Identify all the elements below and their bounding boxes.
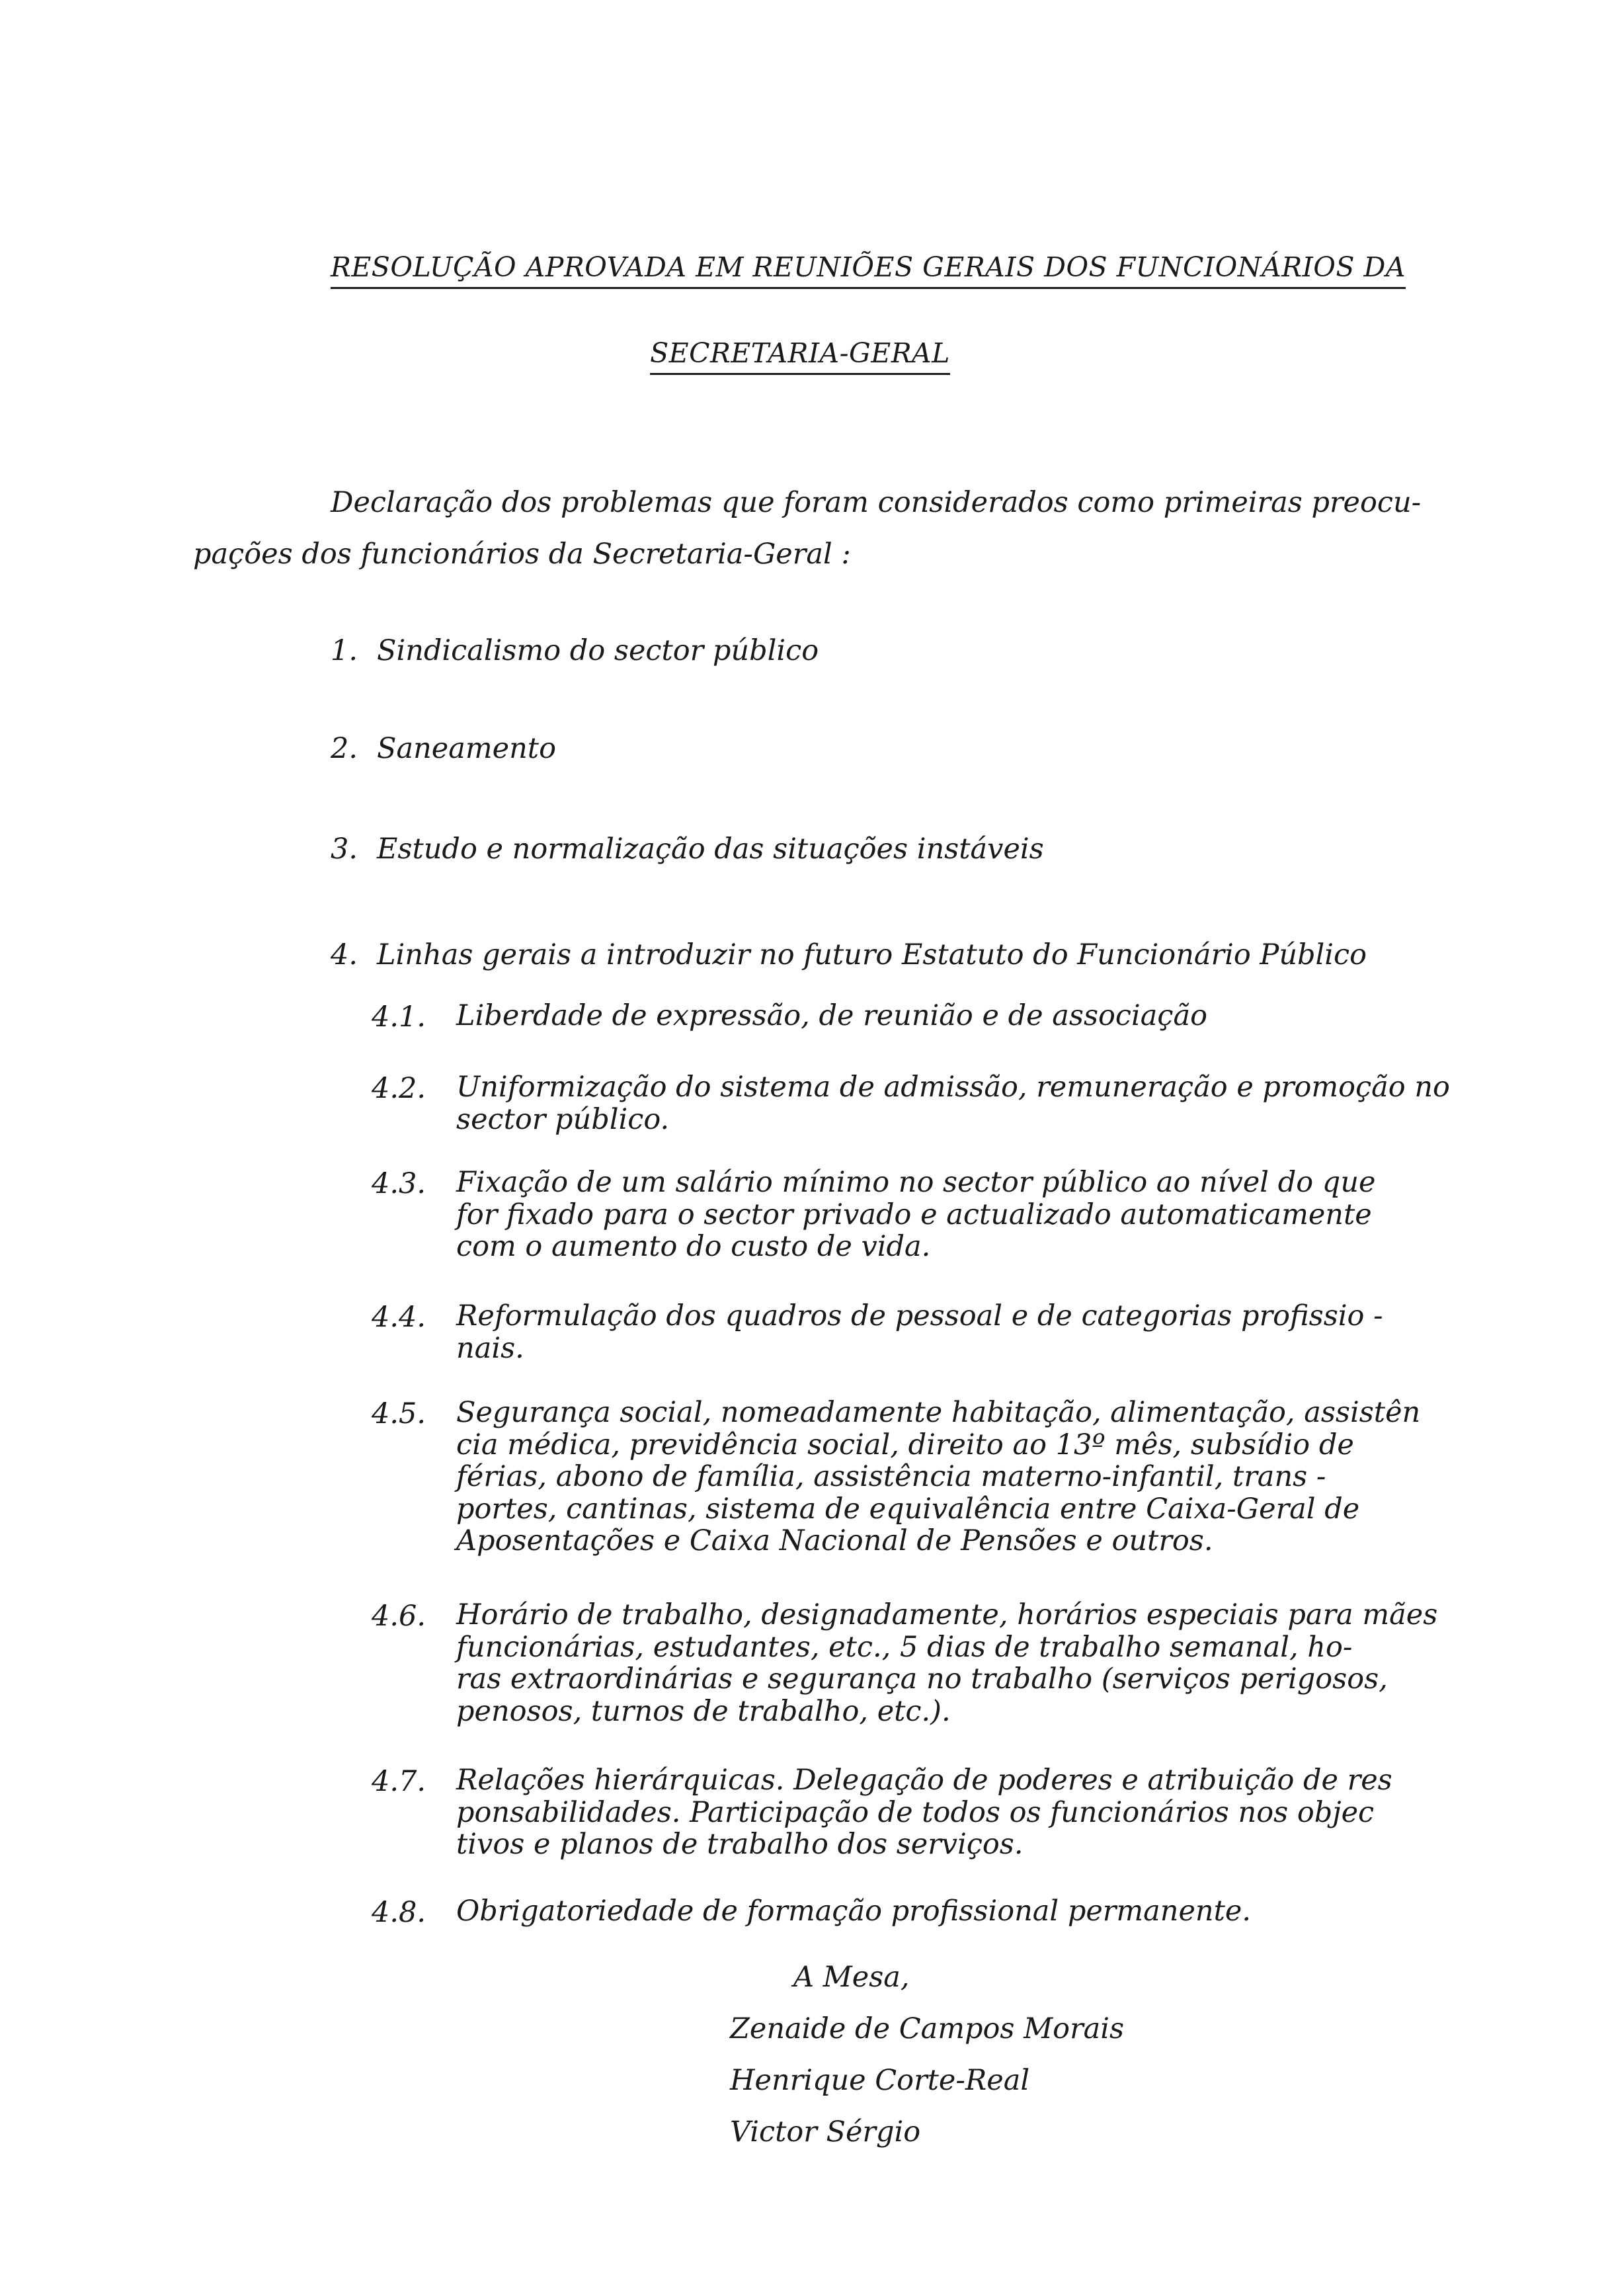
subitem-line: tivos e planos de trabalho dos serviços. xyxy=(456,1828,1024,1861)
signature-name: Victor Sérgio xyxy=(730,2115,921,2149)
signature-name: Zenaide de Campos Morais xyxy=(730,2012,1125,2045)
signature-heading: A Mesa, xyxy=(793,1961,910,1994)
subitem-number: 4.6. xyxy=(372,1600,426,1633)
intro-line-2: pações dos funcionários da Secretaria-Geral : xyxy=(193,538,851,571)
item-text: Estudo e normalização das situações instáveis xyxy=(377,833,1044,866)
subitem-text xyxy=(456,1071,1501,1135)
item-number: 1. xyxy=(331,634,358,667)
subitem-line: nais. xyxy=(456,1331,524,1365)
subitem-number: 4.8. xyxy=(372,1896,426,1929)
subitem-line: férias, abono de família, assistência materno-infantil, trans - xyxy=(456,1460,1326,1493)
document-title-line-1: RESOLUÇÃO APROVADA EM REUNIÕES GERAIS DOS FUNCIONÁRIOS DA xyxy=(331,249,1269,286)
subitem-line: penosos, turnos de trabalho, etc.). xyxy=(456,1694,951,1728)
subitem-line: portes, cantinas, sistema de equivalência entre Caixa-Geral de xyxy=(456,1492,1360,1526)
subitem-text xyxy=(456,1300,1501,1364)
subitem-text xyxy=(456,1167,1501,1263)
subitem-line: Reformulação dos quadros de pessoal e de categorias profissio - xyxy=(456,1299,1383,1332)
subitem-number: 4.4. xyxy=(372,1301,426,1334)
item-number: 3. xyxy=(331,833,358,866)
subitem-number: 4.3. xyxy=(372,1167,426,1200)
document-title-line-2: SECRETARIA-GERAL xyxy=(331,335,1269,372)
subitem-number: 4.1. xyxy=(372,1001,426,1034)
subitem-text xyxy=(456,1895,1501,1928)
subitem-line: cia médica, previdência social, direito ao 13º mês, subsídio de xyxy=(456,1428,1354,1461)
subitem-line: for fixado para o sector privado e actualizado automaticamente xyxy=(456,1198,1372,1231)
subitem-number: 4.7. xyxy=(372,1765,426,1798)
subitem-line: Horário de trabalho, designadamente, horários especiais para mães xyxy=(456,1598,1438,1631)
subitem-line: ras extraordinárias e segurança no trabalho (serviços perigosos, xyxy=(456,1662,1388,1696)
subitem-line: Obrigatoriedade de formação profissional permanente. xyxy=(456,1895,1252,1928)
subitem-line: Aposentações e Caixa Nacional de Pensões e outros. xyxy=(456,1524,1213,1557)
subitem-line: ponsabilidades. Participação de todos os funcionários nos objec xyxy=(456,1795,1375,1829)
subitem-line: funcionárias, estudantes, etc., 5 dias de trabalho semanal, ho- xyxy=(456,1630,1353,1664)
subitem-number: 4.5. xyxy=(372,1397,426,1430)
signature-name: Henrique Corte-Real xyxy=(730,2064,1030,2097)
subitem-line: Segurança social, nomeadamente habitação, alimentação, assistên xyxy=(456,1396,1421,1429)
subitem-text xyxy=(456,1764,1501,1861)
subitem-text xyxy=(456,1397,1501,1557)
item-text: Linhas gerais a introduzir no futuro Estatuto do Funcionário Público xyxy=(377,938,1367,971)
subitem-line: Relações hierárquicas. Delegação de poderes e atribuição de res xyxy=(456,1764,1392,1797)
subitem-line: Liberdade de expressão, de reunião e de associação xyxy=(456,999,1207,1032)
subitem-number: 4.2. xyxy=(372,1072,426,1105)
item-text: Sindicalismo do sector público xyxy=(377,634,819,667)
subitem-line: Uniformização do sistema de admissão, remuneração e promoção no xyxy=(456,1071,1450,1104)
item-number: 4. xyxy=(331,938,358,971)
subitem-line: com o aumento do custo de vida. xyxy=(456,1230,931,1263)
subitem-text xyxy=(456,1000,1501,1032)
subitem-line: sector público. xyxy=(456,1102,670,1136)
intro-line-1: Declaração dos problemas que foram considerados como primeiras preocu- xyxy=(331,486,1422,519)
subitem-text xyxy=(456,1599,1501,1727)
item-text: Saneamento xyxy=(377,732,556,765)
item-number: 2. xyxy=(331,732,358,765)
subitem-line: Fixação de um salário mínimo no sector público ao nível do que xyxy=(456,1166,1376,1199)
